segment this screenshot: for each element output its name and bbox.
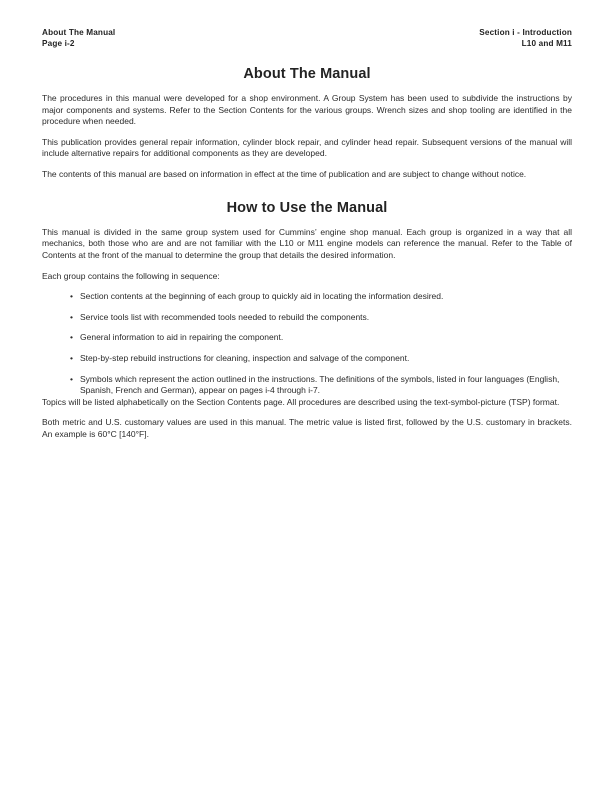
running-header xyxy=(42,27,572,49)
paragraph-about-3: The contents of this manual are based on information in effect at the time of publication and are subject to change without notice. xyxy=(42,168,527,179)
list-item-label: Symbols which represent the action outlined in the instructions. The definitions of the symbols, listed in four languages (English, Spanish, French and German), appear on pages i-4 through i-7. xyxy=(80,374,560,396)
page-title-about-the-manual: About The Manual xyxy=(243,66,371,83)
paragraph-about-1: The procedures in this manual were developed for a shop environment. A Group System has been used to subdivide the instructions by major components and systems. Refer to the Section Contents for the various groups. Wrench sizes and shop tooling are identified in the procedure when needed. xyxy=(42,93,572,126)
list-item-label: Section contents at the beginning of each group to quickly aid in locating the information desired. xyxy=(80,290,444,301)
bullet-icon: • xyxy=(70,311,73,322)
list-item xyxy=(42,374,572,397)
bullet-icon: • xyxy=(70,332,73,343)
bullet-icon: • xyxy=(70,374,73,385)
list-item-label: Service tools list with recommended tools needed to rebuild the components. xyxy=(80,311,370,322)
bullet-icon: • xyxy=(70,290,73,301)
header-right-block xyxy=(479,27,572,49)
group-contents-list xyxy=(42,291,572,397)
list-intro-text: Each group contains the following in sequence: xyxy=(42,270,220,281)
list-item-label: Step-by-step rebuild instructions for cleaning, inspection and salvage of the component. xyxy=(80,353,410,364)
list-item xyxy=(42,312,572,323)
header-section-name: Section i - Introduction xyxy=(479,28,572,37)
header-document-title: About The Manual xyxy=(42,28,116,37)
header-model-names: L10 and M11 xyxy=(521,39,572,49)
list-item xyxy=(42,332,572,343)
bullet-icon: • xyxy=(70,353,73,364)
page-title-how-to-use-the-manual: How to Use the Manual xyxy=(226,200,388,217)
paragraph-closing-1: Topics will be listed alphabetically on the Section Contents page. All procedures are described using the text-symbol-picture (TSP) format. xyxy=(42,396,560,407)
paragraph-closing-2: Both metric and U.S. customary values are used in this manual. The metric value is listed first, followed by the U.S. customary in brackets. An example is 60°C [140°F]. xyxy=(42,417,572,439)
list-item-label: General information to aid in repairing the component. xyxy=(80,332,284,343)
paragraph-howto-1: This manual is divided in the same group system used for Cummins’ engine shop manual. Each group is organized in a way that all mechanics, both those who are and are not familiar with the L10 or M11 engine models can reference the manual. Refer to the Table of Contents at the front of the manual to determine the group that details the desired information. xyxy=(42,227,572,260)
list-item xyxy=(42,291,572,302)
list-item xyxy=(42,353,572,364)
header-page-number: Page i-2 xyxy=(42,39,75,49)
paragraph-about-2: This publication provides general repair information, cylinder block repair, and cylinder head repair. Subsequent versions of the manual will include alternative repairs for additional components as they are developed. xyxy=(42,136,572,159)
header-left-block xyxy=(42,27,115,49)
